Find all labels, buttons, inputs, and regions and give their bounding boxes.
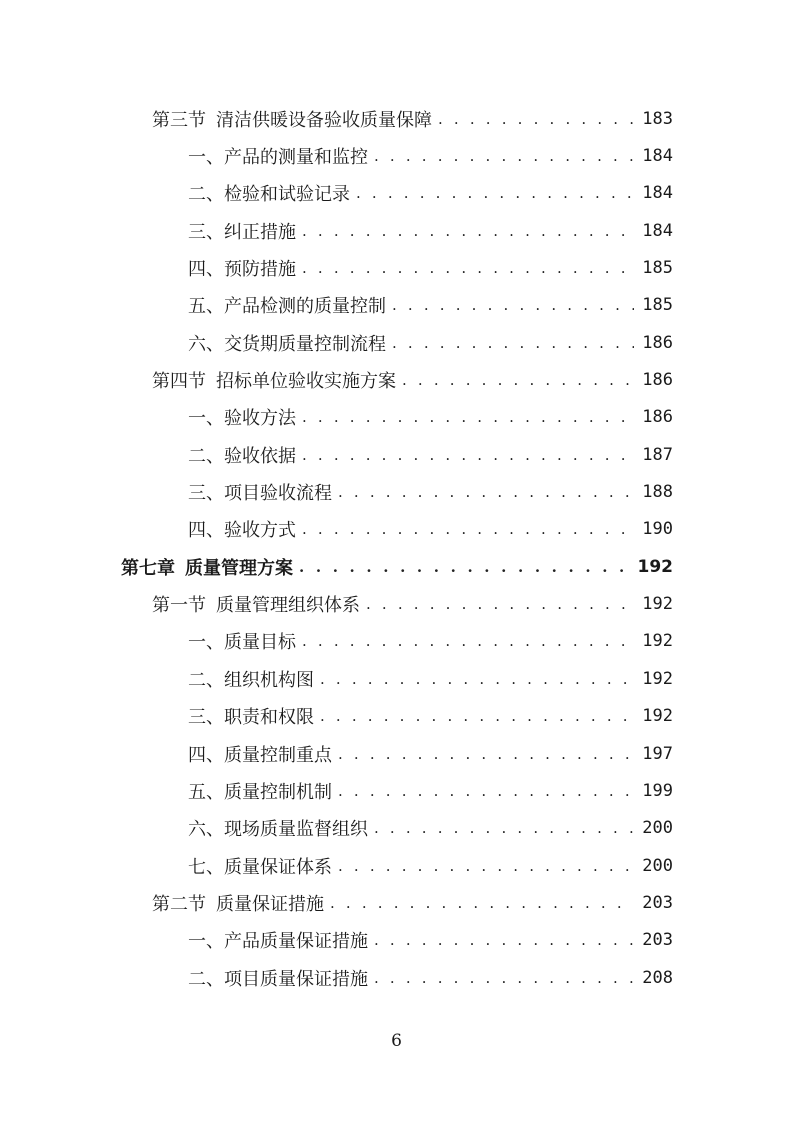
toc-entry-text: 组织机构图 bbox=[224, 669, 314, 691]
toc-page-number: 197 bbox=[642, 743, 673, 764]
toc-entry-title bbox=[188, 442, 296, 468]
dot-leader bbox=[338, 782, 634, 800]
toc-subsection-entry[interactable] bbox=[0, 399, 793, 436]
toc-entry-title bbox=[188, 778, 332, 804]
toc-entry-number: 二、 bbox=[188, 445, 224, 467]
toc-page-number: 192 bbox=[637, 556, 673, 577]
toc-page-number: 183 bbox=[642, 108, 673, 129]
dot-leader bbox=[330, 894, 634, 912]
dot-leader bbox=[402, 371, 634, 389]
dot-leader bbox=[392, 334, 634, 352]
toc-page-number: 192 bbox=[642, 668, 673, 689]
toc-subsection-entry[interactable] bbox=[0, 137, 793, 174]
toc-entry-text: 预防措施 bbox=[224, 259, 296, 281]
toc-entry-number: 二、 bbox=[188, 968, 224, 990]
toc-subsection-entry[interactable] bbox=[0, 959, 793, 996]
dot-leader bbox=[374, 147, 634, 165]
toc-section-entry[interactable] bbox=[0, 100, 793, 137]
toc-page-number: 187 bbox=[642, 444, 673, 465]
toc-subsection-entry[interactable] bbox=[0, 623, 793, 660]
toc-entry-text: 职责和权限 bbox=[224, 707, 314, 729]
toc-entry-number: 四、 bbox=[188, 744, 224, 766]
toc-entry-text: 质量管理组织体系 bbox=[216, 595, 360, 617]
dot-leader bbox=[366, 595, 634, 613]
toc-chapter-entry[interactable] bbox=[0, 548, 793, 585]
toc-entry-title bbox=[188, 927, 368, 953]
toc-page-number: 185 bbox=[642, 258, 673, 279]
toc-entry-number: 一、 bbox=[188, 408, 224, 430]
toc-entry-title bbox=[188, 666, 314, 692]
toc-entry-text: 检验和试验记录 bbox=[224, 184, 350, 206]
toc-entry-number: 一、 bbox=[188, 931, 224, 953]
toc-entry-number: 三、 bbox=[188, 483, 224, 505]
toc-entry-text: 项目质量保证措施 bbox=[224, 968, 368, 990]
toc-entry-title bbox=[188, 404, 296, 430]
toc-page-number: 192 bbox=[642, 706, 673, 727]
toc-page-number: 199 bbox=[642, 780, 673, 801]
toc-entry-number: 二、 bbox=[188, 669, 224, 691]
toc-section-entry[interactable] bbox=[0, 361, 793, 398]
toc-entry-text: 产品检测的质量控制 bbox=[224, 296, 386, 318]
page-number: 6 bbox=[391, 1031, 402, 1051]
toc-entry-title bbox=[152, 890, 324, 916]
toc-page-number: 203 bbox=[642, 892, 673, 913]
toc-page-number: 200 bbox=[642, 818, 673, 839]
dot-leader bbox=[302, 446, 634, 464]
toc-entry-text: 质量保证体系 bbox=[224, 856, 332, 878]
toc-page-number: 184 bbox=[642, 220, 673, 241]
toc-page-number: 184 bbox=[642, 183, 673, 204]
toc-entry-title bbox=[188, 516, 296, 542]
toc-page-number: 190 bbox=[642, 519, 673, 540]
toc-entry-number: 第四节 bbox=[152, 371, 206, 393]
toc-entry-text: 质量目标 bbox=[224, 632, 296, 654]
dot-leader bbox=[356, 184, 634, 202]
toc-entry-number: 四、 bbox=[188, 259, 224, 281]
dot-leader bbox=[302, 408, 634, 426]
dot-leader bbox=[338, 483, 634, 501]
toc-subsection-entry[interactable] bbox=[0, 287, 793, 324]
toc-entry-title bbox=[188, 330, 386, 356]
dot-leader bbox=[374, 819, 634, 837]
toc-entry-number: 三、 bbox=[188, 707, 224, 729]
dot-leader bbox=[374, 931, 634, 949]
toc-entry-title bbox=[188, 741, 332, 767]
toc-entry-title bbox=[152, 367, 396, 393]
toc-entry-text: 产品的测量和监控 bbox=[224, 147, 368, 169]
toc-entry-text: 质量管理方案 bbox=[185, 557, 293, 579]
toc-entry-number: 六、 bbox=[188, 819, 224, 841]
toc-subsection-entry[interactable] bbox=[0, 324, 793, 361]
toc-entry-title bbox=[188, 853, 332, 879]
toc-subsection-entry[interactable] bbox=[0, 473, 793, 510]
toc-entry-number: 一、 bbox=[188, 632, 224, 654]
toc-page-number: 208 bbox=[642, 967, 673, 988]
toc-page-number: 185 bbox=[642, 295, 673, 316]
toc-page-number: 192 bbox=[642, 594, 673, 615]
toc-page-number: 186 bbox=[642, 407, 673, 428]
toc-entry-text: 清洁供暖设备验收质量保障 bbox=[216, 109, 432, 131]
toc-entry-number: 二、 bbox=[188, 184, 224, 206]
toc-entry-number: 五、 bbox=[188, 296, 224, 318]
dot-leader bbox=[302, 259, 634, 277]
toc-entry-text: 现场质量监督组织 bbox=[224, 819, 368, 841]
toc-entry-title bbox=[152, 591, 360, 617]
toc-entry-title bbox=[188, 218, 296, 244]
toc-subsection-entry[interactable] bbox=[0, 175, 793, 212]
toc-entry-text: 项目验收流程 bbox=[224, 483, 332, 505]
toc-entry-number: 六、 bbox=[188, 333, 224, 355]
toc-section-entry[interactable] bbox=[0, 585, 793, 622]
toc-subsection-entry[interactable] bbox=[0, 212, 793, 249]
toc-subsection-entry[interactable] bbox=[0, 847, 793, 884]
toc-page-number: 184 bbox=[642, 146, 673, 167]
dot-leader bbox=[320, 670, 634, 688]
toc-subsection-entry[interactable] bbox=[0, 772, 793, 809]
dot-leader bbox=[438, 110, 634, 128]
toc-subsection-entry[interactable] bbox=[0, 660, 793, 697]
toc-entry-text: 纠正措施 bbox=[224, 221, 296, 243]
toc-entry-title bbox=[188, 292, 386, 318]
toc-entry-text: 验收方式 bbox=[224, 520, 296, 542]
toc-subsection-entry[interactable] bbox=[0, 735, 793, 772]
toc-entry-text: 质量控制机制 bbox=[224, 781, 332, 803]
toc-entry-number: 一、 bbox=[188, 147, 224, 169]
dot-leader bbox=[374, 969, 634, 987]
toc-subsection-entry[interactable] bbox=[0, 698, 793, 735]
toc-entry-text: 产品质量保证措施 bbox=[224, 931, 368, 953]
toc-entry-text: 验收依据 bbox=[224, 445, 296, 467]
toc-page-number: 186 bbox=[642, 332, 673, 353]
toc-page-number: 200 bbox=[642, 855, 673, 876]
dot-leader bbox=[338, 745, 634, 763]
toc-subsection-entry[interactable] bbox=[0, 810, 793, 847]
toc-entry-title bbox=[188, 965, 368, 991]
toc-entry-title bbox=[188, 479, 332, 505]
toc-entry-text: 质量保证措施 bbox=[216, 893, 324, 915]
toc-subsection-entry[interactable] bbox=[0, 436, 793, 473]
toc-entry-title bbox=[188, 628, 296, 654]
toc-entry-title bbox=[188, 815, 368, 841]
dot-leader bbox=[299, 558, 630, 576]
toc-entry-title bbox=[188, 703, 314, 729]
toc-entry-number: 第七章 bbox=[121, 557, 175, 579]
toc-subsection-entry[interactable] bbox=[0, 922, 793, 959]
dot-leader bbox=[392, 296, 634, 314]
toc-entry-number: 第三节 bbox=[152, 109, 206, 131]
toc-entry-title bbox=[152, 106, 432, 132]
toc-entry-title bbox=[188, 143, 368, 169]
toc-entry-number: 五、 bbox=[188, 781, 224, 803]
toc-entry-number: 第一节 bbox=[152, 595, 206, 617]
dot-leader bbox=[302, 222, 634, 240]
dot-leader bbox=[320, 707, 634, 725]
toc-entry-title bbox=[188, 255, 296, 281]
toc-page-number: 192 bbox=[642, 631, 673, 652]
toc-entry-text: 验收方法 bbox=[224, 408, 296, 430]
dot-leader bbox=[302, 520, 634, 538]
toc-subsection-entry[interactable] bbox=[0, 511, 793, 548]
toc-entry-number: 四、 bbox=[188, 520, 224, 542]
toc-entry-number: 第二节 bbox=[152, 893, 206, 915]
toc-entry-text: 交货期质量控制流程 bbox=[224, 333, 386, 355]
dot-leader bbox=[338, 857, 634, 875]
table-of-contents bbox=[0, 100, 793, 996]
toc-entry-title bbox=[121, 554, 293, 580]
toc-page-number: 186 bbox=[642, 370, 673, 391]
toc-entry-text: 招标单位验收实施方案 bbox=[216, 371, 396, 393]
toc-page-number: 188 bbox=[642, 482, 673, 503]
toc-page-number: 203 bbox=[642, 930, 673, 951]
toc-entry-number: 三、 bbox=[188, 221, 224, 243]
toc-section-entry[interactable] bbox=[0, 884, 793, 921]
toc-entry-title bbox=[188, 180, 350, 206]
toc-subsection-entry[interactable] bbox=[0, 249, 793, 286]
dot-leader bbox=[302, 632, 634, 650]
toc-entry-number: 七、 bbox=[188, 856, 224, 878]
toc-entry-text: 质量控制重点 bbox=[224, 744, 332, 766]
